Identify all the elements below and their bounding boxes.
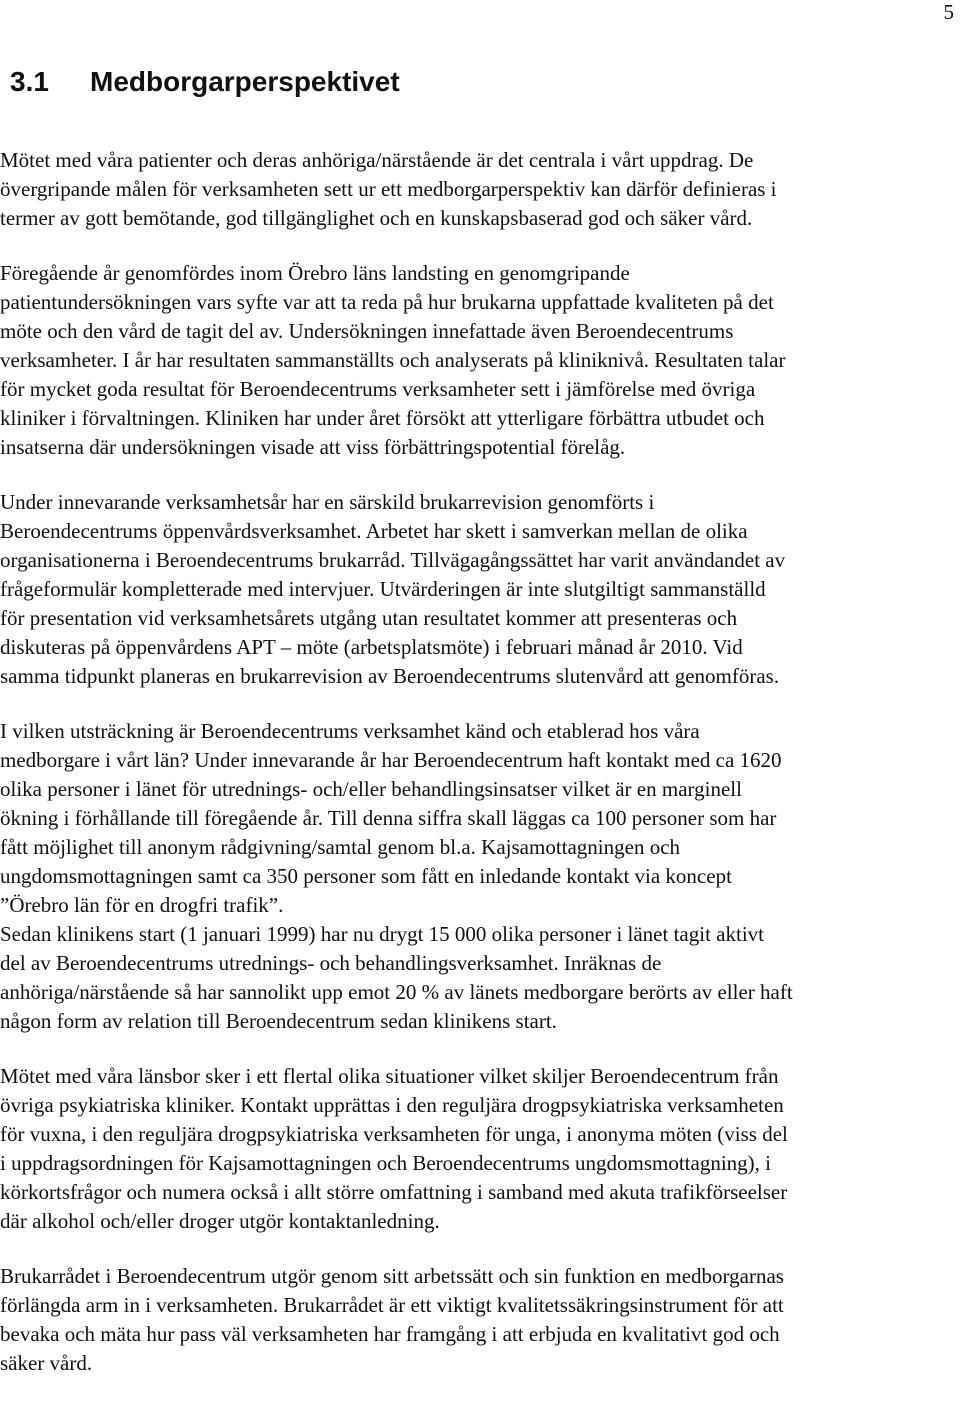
paragraph-2 (0, 259, 960, 462)
paragraph-6 (0, 1062, 960, 1236)
paragraph-line: termer av gott bemötande, god tillgänglighet och en kunskapsbaserad god och säker vård. (0, 206, 753, 230)
paragraph-line: för presentation vid verksamhetsårets utgång utan resultatet kommer att presenteras och (0, 606, 738, 630)
paragraph-line: Föregående år genomfördes inom Örebro läns landsting en genomgripande (0, 261, 630, 285)
paragraph-line: fått möjlighet till anonym rådgivning/samtal genom bl.a. Kajsamottagningen och (0, 835, 681, 859)
paragraph-line: samma tidpunkt planeras en brukarrevision av Beroendecentrums slutenvård att genomföras. (0, 664, 780, 688)
paragraph-line: övergripande målen för verksamheten sett ur ett medborgarperspektiv kan därför definieras i (0, 177, 777, 201)
paragraph-line: för mycket goda resultat för Beroendecentrums verksamheter sett i jämförelse med övriga (0, 377, 756, 401)
paragraph-line: del av Beroendecentrums utrednings- och behandlingsverksamhet. Inräknas de (0, 951, 662, 975)
paragraph-7 (0, 1262, 960, 1378)
paragraph-line: patientundersökningen vars syfte var att ta reda på hur brukarna uppfattade kvaliteten på det (0, 290, 774, 314)
paragraph-line: möte och den vård de tagit del av. Undersökningen innefattade även Beroendecentrums (0, 319, 734, 343)
paragraph-line: där alkohol och/eller droger utgör kontaktanledning. (0, 1209, 440, 1233)
paragraph-line: ökning i förhållande till föregående år. Till denna siffra skall läggas ca 100 personer som har (0, 806, 777, 830)
paragraph-line: medborgare i vårt län? Under innevarande år har Beroendecentrum haft kontakt med ca 1620 (0, 748, 782, 772)
paragraph-4 (0, 717, 960, 920)
paragraph-line: för vuxna, i den reguljära drogpsykiatriska verksamheten för unga, i anonyma möten (viss del (0, 1122, 788, 1146)
section-number: 3.1 (10, 66, 49, 97)
section-heading (0, 62, 960, 102)
paragraph-line: insatserna där undersökningen visade att viss förbättringspotential förelåg. (0, 435, 626, 459)
paragraph-line: kliniker i förvaltningen. Kliniken har under året försökt att ytterligare förbättra utbudet och (0, 406, 765, 430)
paragraph-line: Sedan klinikens start (1 januari 1999) har nu drygt 15 000 olika personer i länet tagit aktivt (0, 922, 764, 946)
paragraph-line: Mötet med våra patienter och deras anhöriga/närstående är det centrala i vårt uppdrag. De (0, 148, 754, 172)
paragraph-line: förlängda arm in i verksamheten. Brukarrådet är ett viktigt kvalitetssäkringsinstrument för att (0, 1293, 784, 1317)
paragraph-line: övriga psykiatriska kliniker. Kontakt upprättas i den reguljära drogpsykiatriska verksamheten (0, 1093, 784, 1117)
paragraph-line: olika personer i länet för utrednings- och/eller behandlingsinsatser vilket är en marginell (0, 777, 742, 801)
paragraph-line: bevaka och mäta hur pass väl verksamheten har framgång i att erbjuda en kvalitativt god och (0, 1322, 780, 1346)
paragraph-line: Mötet med våra länsbor sker i ett flertal olika situationer vilket skiljer Beroendecentrum från (0, 1064, 779, 1088)
paragraph-1 (0, 146, 960, 233)
paragraph-line: körkortsfrågor och numera också i allt större omfattning i samband med akuta trafikförseelser (0, 1180, 788, 1204)
section-title: Medborgarperspektivet (90, 66, 400, 97)
page-number: 5 (943, 0, 954, 24)
paragraph-line: frågeformulär kompletterade med intervjuer. Utvärderingen är inte slutgiltigt sammanställd (0, 577, 766, 601)
paragraph-line: I vilken utsträckning är Beroendecentrums verksamhet känd och etablerad hos våra (0, 719, 700, 743)
paragraph-line: Beroendecentrums öppenvårdsverksamhet. Arbetet har skett i samverkan mellan de olika (0, 519, 748, 543)
paragraph-line: verksamheter. I år har resultaten sammanställts och analyserats på kliniknivå. Resultaten talar (0, 348, 786, 372)
paragraph-line: diskuteras på öppenvårdens APT – möte (arbetsplatsmöte) i februari månad år 2010. Vid (0, 635, 743, 659)
paragraph-line: anhöriga/närstående så har sannolikt upp emot 20 % av länets medborgare berörts av eller haft (0, 980, 793, 1004)
paragraph-line: i uppdragsordningen för Kajsamottagningen och Beroendecentrums ungdomsmottagning), i (0, 1151, 772, 1175)
paragraph-line: Brukarrådet i Beroendecentrum utgör genom sitt arbetssätt och sin funktion en medborgarnas (0, 1264, 784, 1288)
paragraph-line: ”Örebro län för en drogfri trafik”. (0, 893, 284, 917)
paragraph-line: organisationerna i Beroendecentrums brukarråd. Tillvägagångssättet har varit användandet av (0, 548, 786, 572)
paragraph-5 (0, 920, 960, 1036)
paragraph-3 (0, 488, 960, 691)
paragraph-line: ungdomsmottagningen samt ca 350 personer som fått en inledande kontakt via koncept (0, 864, 732, 888)
paragraph-list (0, 146, 960, 1378)
paragraph-line: någon form av relation till Beroendecentrum sedan klinikens start. (0, 1009, 557, 1033)
paragraph-line: Under innevarande verksamhetsår har en särskild brukarrevision genomförts i (0, 490, 655, 514)
document-body (0, 62, 960, 1404)
paragraph-line: säker vård. (0, 1351, 93, 1375)
